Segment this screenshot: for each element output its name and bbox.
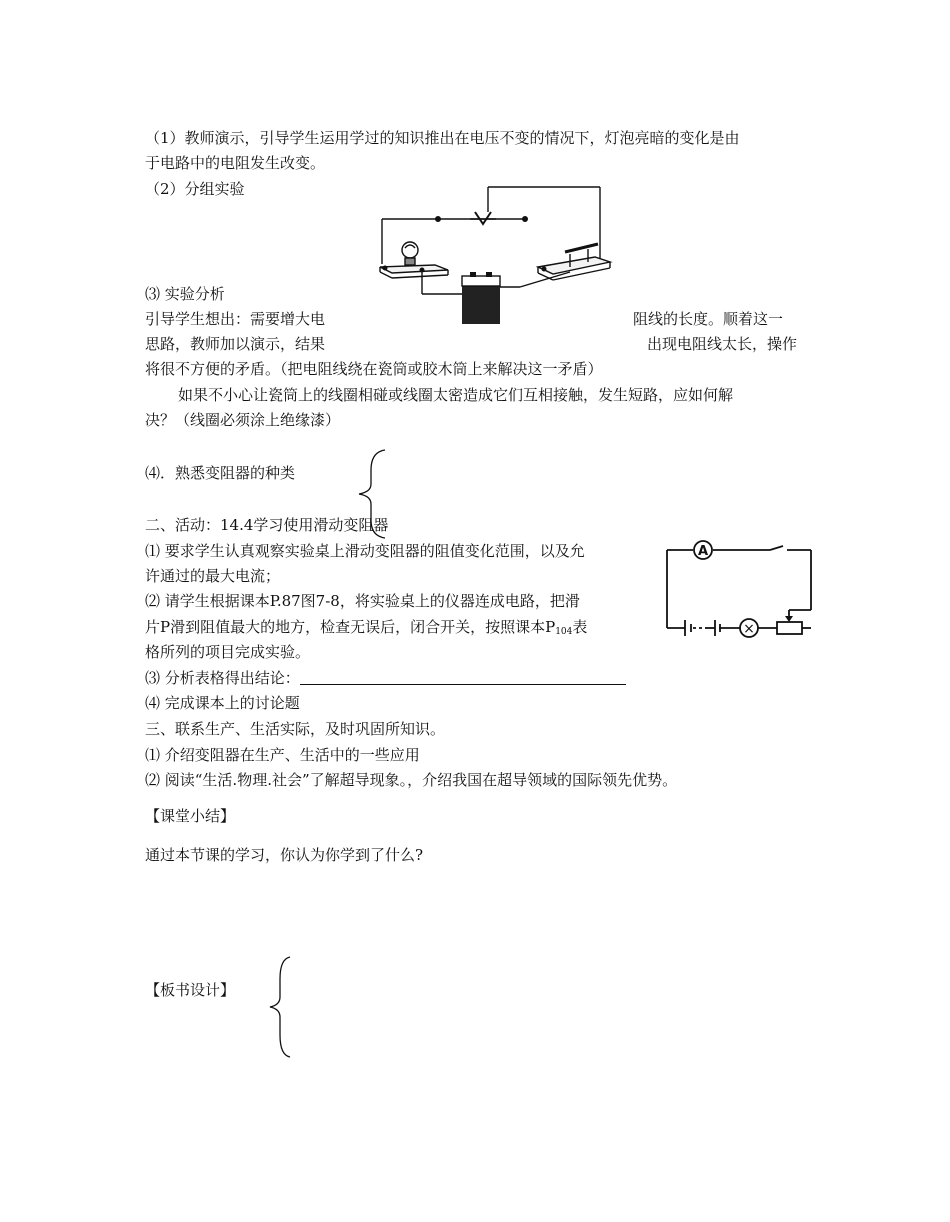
brace-board-design	[268, 955, 298, 1060]
short-circuit-question-line-2: 决？（线圈必须涂上绝缘漆）	[145, 411, 341, 429]
practice-step-1: ⑴ 介绍变阻器在生产、生活中的一些应用	[145, 746, 420, 764]
page-number-subscript: 104	[555, 627, 573, 637]
item-2-group-experiment: （2）分组实验	[145, 180, 245, 198]
analysis-line-2-right: 出现电阻线太长，操作	[647, 335, 798, 353]
activity-step-1-line-1: ⑴ 要求学生认真观察实验桌上滑动变阻器的阻值变化范围，以及允	[145, 542, 585, 560]
activity-step-2-line-2-text: 片P滑到阻值最大的地方，检查无误后，闭合开关，按照课本P	[145, 618, 556, 636]
activity-heading: 二、活动：14.4学习使用滑动变阻器	[145, 516, 389, 534]
summary-question: 通过本节课的学习，你认为你学到了什么?	[145, 846, 424, 864]
conclusion-blank-line	[300, 670, 626, 685]
board-design-heading: 【板书设计】	[145, 981, 236, 999]
activity-step-2-line-1: ⑵ 请学生根据课本P.87图7-8，将实验桌上的仪器连成电路，把滑	[145, 592, 580, 610]
analysis-heading: ⑶ 实验分析	[145, 285, 225, 303]
item-1-line-1: （1）教师演示，引导学生运用学过的知识推出在电压不变的情况下，灯泡亮暗的变化是由	[145, 129, 740, 147]
analysis-line-2-left: 思路，教师加以演示，结果	[145, 335, 326, 353]
activity-step-1-line-2: 许通过的最大电流；	[145, 567, 281, 585]
circuit-schematic	[665, 538, 815, 640]
summary-heading: 【课堂小结】	[145, 807, 236, 825]
analysis-line-1-right: 阻线的长度。顺着这一	[633, 310, 784, 328]
lamp-symbol: ×	[743, 621, 755, 637]
analysis-line-3: 将很不方便的矛盾。（把电阻线绕在瓷筒或胶木筒上来解决这一矛盾）	[145, 360, 603, 378]
rheostat-types-item: ⑷．熟悉变阻器的种类	[145, 464, 296, 482]
activity-step-3	[145, 668, 626, 688]
activity-step-3-label: ⑶ 分析表格得出结论：	[145, 669, 300, 687]
activity-step-2-line-2	[145, 617, 587, 642]
activity-step-2-line-2-end: 表	[572, 618, 588, 636]
short-circuit-question-line-1: 如果不小心让瓷筒上的线圈相碰或线圈太密造成它们互相接触，发生短路，应如何解	[178, 386, 734, 404]
ammeter-symbol: A	[697, 544, 709, 559]
item-1-line-2: 于电路中的电阻发生改变。	[145, 154, 326, 172]
practice-heading: 三、联系生产、生活实际，及时巩固所知识。	[145, 720, 446, 738]
analysis-line-1-left: 引导学生想出：需要增大电	[145, 310, 326, 328]
activity-step-2-line-3: 格所列的项目完成实验。	[145, 643, 311, 661]
activity-step-4: ⑷ 完成课本上的讨论题	[145, 694, 300, 712]
practice-step-2: ⑵ 阅读“生活.物理.社会”了解超导现象。，介绍我国在超导领域的国际领先优势。	[145, 771, 678, 789]
experiment-apparatus-illustration	[370, 182, 620, 332]
